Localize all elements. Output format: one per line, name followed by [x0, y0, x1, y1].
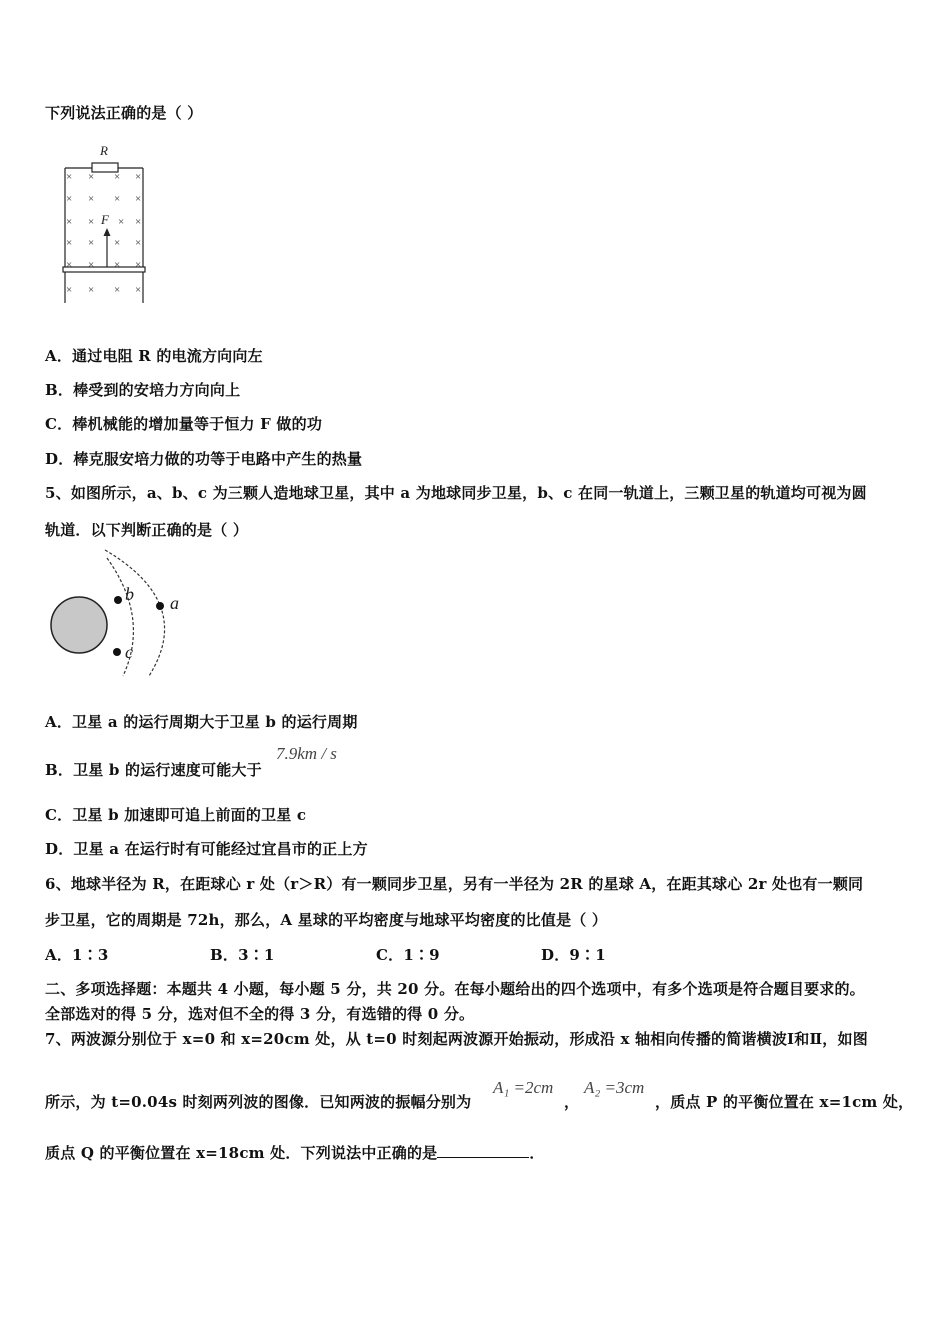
svg-text:×: × — [88, 171, 95, 183]
q6-stem-line1: 6、地球半径为 R，在距球心 r 处（r＞R）有一颗同步卫星，另有一半径为 2R 的星球 A，在距其球心 2r 处也有一颗同 — [45, 875, 864, 893]
q7-line3 — [45, 1142, 545, 1163]
satellite-a — [156, 602, 164, 610]
q6-option-c: C．1∶9 — [376, 946, 440, 964]
q6-option-b: B．3∶1 — [210, 946, 275, 964]
svg-text:×: × — [66, 284, 73, 296]
satellite-b — [114, 596, 122, 604]
label-c: c — [125, 642, 133, 662]
q7-line2-suffix: ，质点 P 的平衡位置在 x=1cm 处， — [655, 1093, 914, 1111]
section2-line1: 二、多项选择题：本题共 4 小题，每小题 5 分，共 20 分。在每小题给出的四个选项中，有多个选项是符合题目要求的。 — [45, 980, 865, 998]
answer-blank[interactable] — [437, 1145, 529, 1158]
q4-option-d: D．棒克服安培力做的功等于电路中产生的热量 — [45, 450, 363, 468]
svg-text:×: × — [88, 193, 95, 205]
q5-option-d: D．卫星 a 在运行时有可能经过宜昌市的正上方 — [45, 840, 368, 858]
svg-text:×: × — [114, 193, 121, 205]
satellite-c — [113, 648, 121, 656]
q4-option-b: B．棒受到的安培力方向向上 — [45, 381, 241, 399]
q7-formula-a1: A₁ =2cm — [493, 1078, 554, 1097]
q4-figure — [55, 138, 155, 308]
svg-text:×: × — [114, 171, 121, 183]
q7-line2-prefix: 所示，为 t=0.04s 时刻两列波的图像．已知两波的振幅分别为 — [45, 1093, 472, 1111]
svg-text:×: × — [135, 284, 142, 296]
svg-text:×: × — [88, 259, 95, 271]
resistor-label: R — [100, 143, 108, 158]
q4-stem: 下列说法正确的是（ ） — [45, 104, 203, 122]
svg-text:×: × — [135, 171, 142, 183]
q7-formula-a2: A₂ =3cm — [584, 1078, 645, 1097]
q5-figure — [45, 548, 205, 683]
q6-stem-line2: 步卫星，它的周期是 72h，那么，A 星球的平均密度与地球平均密度的比值是（ ） — [45, 911, 608, 929]
svg-text:×: × — [135, 193, 142, 205]
q5-option-c: C．卫星 b 加速即可追上前面的卫星 c — [45, 806, 307, 824]
q5-option-a: A．卫星 a 的运行周期大于卫星 b 的运行周期 — [45, 713, 358, 731]
q4-option-a: A．通过电阻 R 的电流方向向左 — [45, 347, 263, 365]
label-b: b — [125, 584, 134, 604]
svg-text:×: × — [114, 284, 121, 296]
force-arrow — [104, 228, 111, 236]
svg-text:×: × — [135, 259, 142, 271]
q5-option-b: B．卫星 b 的运行速度可能大于 — [45, 761, 262, 779]
svg-text:×: × — [66, 171, 73, 183]
q6-option-a: A．1∶3 — [45, 946, 109, 964]
section2-line2: 全部选对的得 5 分，选对但不全的得 3 分，有选错的得 0 分。 — [45, 1005, 475, 1023]
q7-separator: ， — [564, 1093, 580, 1111]
q5-stem-line2: 轨道．以下判断正确的是（ ） — [45, 521, 249, 539]
label-a: a — [170, 593, 179, 613]
q5-stem-line1: 5、如图所示，a、b、c 为三颗人造地球卫星，其中 a 为地球同步卫星，b、c 在同一轨道上，三颗卫星的轨道均可视为圆 — [45, 484, 867, 502]
svg-text:×: × — [135, 237, 142, 249]
svg-text:×: × — [66, 237, 73, 249]
svg-text:×: × — [66, 259, 73, 271]
force-label: F — [101, 212, 109, 227]
earth-circle — [51, 597, 107, 653]
svg-text:×: × — [88, 216, 95, 228]
svg-text:×: × — [114, 237, 121, 249]
q4-option-c: C．棒机械能的增加量等于恒力 F 做的功 — [45, 415, 323, 433]
svg-text:×: × — [114, 259, 121, 271]
svg-text:×: × — [66, 193, 73, 205]
svg-text:×: × — [88, 237, 95, 249]
svg-text:×: × — [135, 216, 142, 228]
svg-text:×: × — [66, 216, 73, 228]
q6-option-d: D．9∶1 — [541, 946, 606, 964]
q7-line3-suffix: ． — [529, 1144, 545, 1162]
svg-text:×: × — [88, 284, 95, 296]
q7-line1: 7、两波源分别位于 x=0 和 x=20cm 处，从 t=0 时刻起两波源开始振动，形成沿 x 轴相向传播的简谐横波Ⅰ和Ⅱ，如图 — [45, 1030, 868, 1048]
conducting-rod — [63, 267, 145, 272]
magnetic-field-marks — [66, 171, 141, 296]
svg-text:×: × — [118, 216, 125, 228]
q7-line3-prefix: 质点 Q 的平衡位置在 x=18cm 处．下列说法中正确的是 — [45, 1144, 438, 1162]
q5-formula-speed: 7.9km / s — [276, 744, 337, 763]
